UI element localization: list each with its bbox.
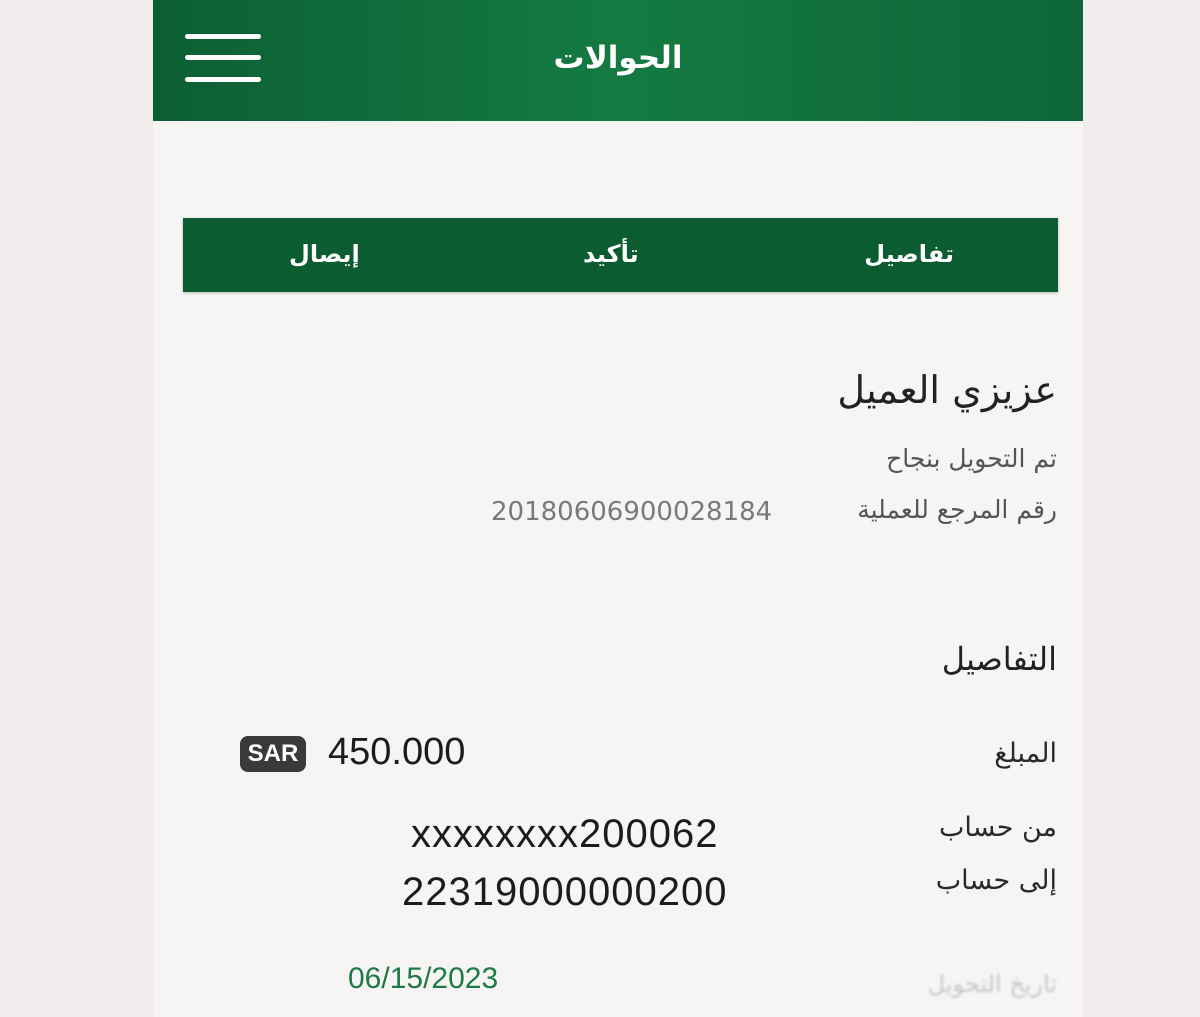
from-account-label: من حساب [938,812,1057,843]
page-title: الحوالات [553,40,683,76]
reference-label: رقم المرجع للعملية [857,495,1057,524]
transfer-date-value: 06/15/2023 [348,962,499,995]
to-account-label: إلى حساب [935,865,1057,896]
to-account-value: 22319000000200 [402,870,728,914]
step-receipt[interactable]: إيصال [289,240,360,268]
currency-badge: SAR [240,736,306,772]
app-header [153,0,1083,121]
success-message: تم التحويل بنجاح [886,444,1057,473]
step-confirm[interactable]: تأكيد [583,240,639,268]
step-details[interactable]: تفاصيل [864,240,954,268]
amount-value: 450.000 [328,731,466,773]
transfer-steps-bar [183,218,1058,292]
from-account-value: xxxxxxxx200062 [411,812,719,856]
reference-number: 2018060690002818‎4 [491,497,773,527]
app-screen [153,0,1083,1017]
menu-line [185,77,261,82]
amount-label: المبلغ [994,738,1057,769]
details-heading: التفاصيل [941,640,1057,678]
menu-line [185,34,261,39]
greeting-heading: عزيزي العميل [837,368,1057,412]
transfer-date-label: تاريخ التحويل [927,970,1057,998]
